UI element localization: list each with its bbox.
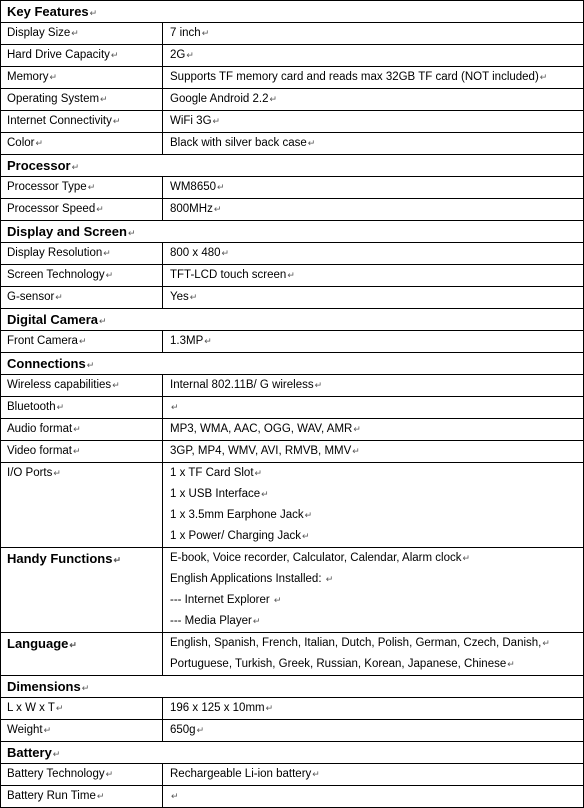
spec-label-text: Battery Run Time — [7, 790, 96, 802]
spec-row-operating-system — [1, 88, 583, 110]
paragraph-mark-icon: ↵ — [81, 683, 90, 693]
paragraph-mark-icon: ↵ — [539, 72, 548, 82]
paragraph-mark-icon: ↵ — [325, 574, 334, 584]
paragraph-mark-icon: ↵ — [353, 424, 361, 434]
spec-label-text: Audio format — [7, 423, 73, 435]
spec-value-line — [170, 133, 583, 154]
spec-label — [1, 720, 163, 741]
spec-label-text: Wireless capabilities — [7, 379, 112, 391]
spec-value — [163, 23, 583, 44]
spec-value-text: 1 x USB Interface — [170, 488, 261, 500]
spec-value-text: WiFi 3G — [170, 115, 212, 127]
spec-value-text: 650g — [170, 724, 196, 736]
paragraph-mark-icon: ↵ — [212, 116, 221, 126]
paragraph-mark-icon: ↵ — [265, 703, 274, 713]
spec-value — [163, 67, 583, 88]
spec-value-text: 1 x Power/ Charging Jack — [170, 530, 302, 542]
spec-label-text: Screen Technology — [7, 269, 105, 281]
spec-value — [163, 243, 583, 264]
spec-value-line — [170, 45, 583, 66]
spec-value — [163, 698, 583, 719]
spec-value-line — [170, 786, 583, 807]
spec-row-handy-functions — [1, 547, 583, 632]
paragraph-mark-icon: ↵ — [542, 638, 550, 648]
spec-label — [1, 397, 163, 418]
spec-value-line — [170, 419, 583, 440]
spec-value-text: 1 x TF Card Slot — [170, 467, 254, 479]
spec-value-text: English Applications Installed: — [170, 573, 325, 585]
spec-value — [163, 287, 583, 308]
spec-label-text: Video format — [7, 445, 72, 457]
spec-value-line — [170, 548, 583, 569]
spec-row-battery-technology — [1, 763, 583, 785]
spec-value-text: 1 x 3.5mm Earphone Jack — [170, 509, 304, 521]
section-title — [1, 353, 583, 374]
spec-value — [163, 375, 583, 396]
paragraph-mark-icon: ↵ — [304, 510, 313, 520]
spec-label-text: Processor Type — [7, 181, 87, 193]
spec-label — [1, 633, 163, 675]
spec-value-text: 1.3MP — [170, 335, 204, 347]
spec-value-text: English, Spanish, French, Italian, Dutch, Polish, German, Czech, Danish, — [170, 637, 542, 649]
spec-value-text: TFT-LCD touch screen — [170, 269, 287, 281]
spec-label-line — [7, 67, 162, 88]
spec-value — [163, 397, 583, 418]
spec-row-language — [1, 632, 583, 675]
section-title — [1, 221, 583, 242]
spec-row-display-resolution — [1, 242, 583, 264]
spec-label — [1, 243, 163, 264]
spec-value-line — [170, 611, 583, 632]
spec-value-line — [170, 505, 583, 526]
paragraph-mark-icon: ↵ — [105, 769, 114, 779]
paragraph-mark-icon: ↵ — [221, 248, 230, 258]
spec-label-line — [7, 463, 162, 484]
spec-value-text: Portuguese, Turkish, Greek, Russian, Korean, Japanese, Chinese — [170, 658, 507, 670]
spec-label — [1, 331, 163, 352]
spec-label-line — [7, 698, 162, 719]
spec-label-line — [7, 375, 162, 396]
spec-value — [163, 199, 583, 220]
paragraph-mark-icon: ↵ — [73, 424, 81, 434]
spec-label-text: Front Camera — [7, 335, 78, 347]
spec-label — [1, 199, 163, 220]
spec-value-text: Rechargeable Li-ion battery — [170, 768, 312, 780]
spec-value-line — [170, 569, 583, 590]
section-title-text: Connections — [7, 356, 86, 371]
spec-label — [1, 67, 163, 88]
paragraph-mark-icon: ↵ — [87, 182, 96, 192]
spec-row-l-x-w-x-t — [1, 697, 583, 719]
spec-value-text: 2G — [170, 49, 186, 61]
paragraph-mark-icon: ↵ — [261, 489, 269, 499]
spec-row-i-o-ports — [1, 462, 583, 547]
spec-value — [163, 111, 583, 132]
spec-value-line — [170, 463, 583, 484]
section-header-row — [1, 675, 583, 697]
spec-row-internet-connectivity — [1, 110, 583, 132]
spec-value-line — [170, 111, 583, 132]
spec-value — [163, 331, 583, 352]
spec-value-line — [170, 287, 583, 308]
section-title-text: Dimensions — [7, 679, 81, 694]
spec-label-text: Color — [7, 137, 35, 149]
spec-label-line — [7, 265, 162, 286]
paragraph-mark-icon: ↵ — [273, 595, 282, 605]
paragraph-mark-icon: ↵ — [73, 446, 81, 456]
paragraph-mark-icon: ↵ — [171, 791, 179, 801]
paragraph-mark-icon: ↵ — [352, 446, 360, 456]
spec-label — [1, 265, 163, 286]
paragraph-mark-icon: ↵ — [110, 50, 119, 60]
spec-value — [163, 764, 583, 785]
spec-label-text: I/O Ports — [7, 467, 53, 479]
paragraph-mark-icon: ↵ — [55, 703, 64, 713]
spec-label-text: Display Size — [7, 27, 71, 39]
spec-row-color — [1, 132, 583, 154]
spec-value — [163, 133, 583, 154]
spec-value-text: MP3, WMA, AAC, OGG, WAV, AMR — [170, 423, 353, 435]
paragraph-mark-icon: ↵ — [112, 116, 121, 126]
spec-label — [1, 419, 163, 440]
spec-value-line — [170, 177, 583, 198]
spec-value — [163, 89, 583, 110]
spec-value-text: 800 x 480 — [170, 247, 221, 259]
paragraph-mark-icon: ↵ — [302, 531, 310, 541]
spec-value-line — [170, 526, 583, 547]
spec-value-text: E-book, Voice recorder, Calculator, Calendar, Alarm clock — [170, 552, 462, 564]
spec-value-line — [170, 698, 583, 719]
spec-label-line — [7, 287, 162, 308]
spec-row-memory — [1, 66, 583, 88]
paragraph-mark-icon: ↵ — [89, 8, 98, 18]
spec-value — [163, 419, 583, 440]
section-title — [1, 676, 583, 697]
section-title — [1, 742, 583, 763]
spec-value-text: 3GP, MP4, WMV, AVI, RMVB, MMV — [170, 445, 352, 457]
spec-label — [1, 287, 163, 308]
spec-value-line — [170, 654, 583, 675]
paragraph-mark-icon: ↵ — [105, 270, 114, 280]
paragraph-mark-icon: ↵ — [52, 749, 61, 759]
spec-label-text: Internet Connectivity — [7, 115, 112, 127]
spec-label — [1, 764, 163, 785]
spec-value-text: 7 inch — [170, 27, 201, 39]
spec-label — [1, 133, 163, 154]
spec-label — [1, 89, 163, 110]
spec-label — [1, 548, 163, 632]
paragraph-mark-icon: ↵ — [55, 292, 63, 302]
section-header-row — [1, 741, 583, 763]
paragraph-mark-icon: ↵ — [112, 380, 120, 390]
spec-label-text: Display Resolution — [7, 247, 103, 259]
spec-value-text: Yes — [170, 291, 189, 303]
spec-label-line — [7, 199, 162, 220]
section-title-text: Key Features — [7, 4, 89, 19]
spec-value-text: Black with silver back case — [170, 137, 307, 149]
paragraph-mark-icon: ↵ — [312, 769, 320, 779]
paragraph-mark-icon: ↵ — [189, 292, 198, 302]
spec-value-line — [170, 265, 583, 286]
spec-value-line — [170, 484, 583, 505]
spec-value-line — [170, 331, 583, 352]
spec-row-screen-technology — [1, 264, 583, 286]
section-header-row — [1, 154, 583, 176]
paragraph-mark-icon: ↵ — [86, 360, 95, 370]
spec-value-line — [170, 397, 583, 418]
spec-value-line — [170, 23, 583, 44]
paragraph-mark-icon: ↵ — [56, 402, 65, 412]
spec-row-hard-drive-capacity — [1, 44, 583, 66]
spec-row-processor-type — [1, 176, 583, 198]
paragraph-mark-icon: ↵ — [78, 336, 87, 346]
spec-value — [163, 786, 583, 807]
paragraph-mark-icon: ↵ — [507, 659, 515, 669]
section-title-text: Digital Camera — [7, 312, 99, 327]
spec-value — [163, 633, 583, 675]
paragraph-mark-icon: ↵ — [204, 336, 212, 346]
paragraph-mark-icon: ↵ — [49, 72, 58, 82]
spec-value-text: --- Internet Explorer — [170, 594, 273, 606]
spec-value-line — [170, 441, 583, 462]
paragraph-mark-icon: ↵ — [69, 640, 77, 650]
spec-row-video-format — [1, 440, 583, 462]
paragraph-mark-icon: ↵ — [254, 468, 263, 478]
section-title-text: Processor — [7, 158, 71, 173]
paragraph-mark-icon: ↵ — [213, 204, 222, 214]
section-title — [1, 1, 583, 22]
spec-label-text: L x W x T — [7, 702, 55, 714]
spec-label-line — [7, 548, 162, 569]
paragraph-mark-icon: ↵ — [287, 270, 295, 280]
spec-label-text: G-sensor — [7, 291, 55, 303]
spec-label-text: Battery Technology — [7, 768, 105, 780]
paragraph-mark-icon: ↵ — [196, 725, 205, 735]
spec-label-line — [7, 397, 162, 418]
paragraph-mark-icon: ↵ — [103, 248, 111, 258]
spec-label-line — [7, 441, 162, 462]
section-title — [1, 309, 583, 330]
section-title — [1, 155, 583, 176]
spec-row-front-camera — [1, 330, 583, 352]
paragraph-mark-icon: ↵ — [314, 380, 323, 390]
paragraph-mark-icon: ↵ — [462, 553, 471, 563]
spec-value-line — [170, 375, 583, 396]
paragraph-mark-icon: ↵ — [201, 28, 210, 38]
spec-label-line — [7, 419, 162, 440]
paragraph-mark-icon: ↵ — [53, 468, 61, 478]
spec-value-line — [170, 67, 583, 88]
spec-label-line — [7, 111, 162, 132]
spec-label-text: Language — [7, 636, 69, 651]
spec-row-wireless-capabilities — [1, 374, 583, 396]
paragraph-mark-icon: ↵ — [171, 402, 179, 412]
spec-label-line — [7, 23, 162, 44]
paragraph-mark-icon: ↵ — [113, 555, 121, 565]
spec-label-text: Bluetooth — [7, 401, 56, 413]
section-header-row — [1, 220, 583, 242]
spec-value-text: Google Android 2.2 — [170, 93, 269, 105]
spec-label-line — [7, 764, 162, 785]
paragraph-mark-icon: ↵ — [100, 94, 108, 104]
paragraph-mark-icon: ↵ — [96, 791, 105, 801]
paragraph-mark-icon: ↵ — [186, 50, 194, 60]
spec-value — [163, 45, 583, 66]
spec-label — [1, 375, 163, 396]
spec-label — [1, 441, 163, 462]
spec-label — [1, 23, 163, 44]
paragraph-mark-icon: ↵ — [99, 316, 107, 326]
spec-label-text: Hard Drive Capacity — [7, 49, 110, 61]
spec-row-display-size — [1, 22, 583, 44]
spec-label-text: Memory — [7, 71, 49, 83]
section-header-row — [1, 308, 583, 330]
spec-row-audio-format — [1, 418, 583, 440]
spec-value-text: Internal 802.11B/ G wireless — [170, 379, 314, 391]
spec-label-line — [7, 243, 162, 264]
spec-label-line — [7, 177, 162, 198]
spec-label — [1, 177, 163, 198]
spec-value-line — [170, 720, 583, 741]
spec-value-text: Supports TF memory card and reads max 32GB TF card (NOT included) — [170, 71, 539, 83]
spec-value-line — [170, 764, 583, 785]
spec-row-g-sensor — [1, 286, 583, 308]
spec-row-bluetooth — [1, 396, 583, 418]
spec-label-line — [7, 89, 162, 110]
spec-label-text: Handy Functions — [7, 551, 113, 566]
spec-label-line — [7, 133, 162, 154]
section-header-row — [1, 352, 583, 374]
spec-label-text: Weight — [7, 724, 43, 736]
spec-label — [1, 698, 163, 719]
spec-row-weight — [1, 719, 583, 741]
spec-value-line — [170, 243, 583, 264]
spec-value-text: 800MHz — [170, 203, 213, 215]
spec-label-line — [7, 45, 162, 66]
paragraph-mark-icon: ↵ — [35, 138, 44, 148]
paragraph-mark-icon: ↵ — [217, 182, 225, 192]
spec-label — [1, 463, 163, 547]
paragraph-mark-icon: ↵ — [252, 616, 261, 626]
spec-value — [163, 177, 583, 198]
section-title-text: Battery — [7, 745, 52, 760]
spec-value-text: 196 x 125 x 10mm — [170, 702, 265, 714]
spec-label-text: Operating System — [7, 93, 100, 105]
spec-value-text: --- Media Player — [170, 615, 252, 627]
paragraph-mark-icon: ↵ — [127, 228, 136, 238]
paragraph-mark-icon: ↵ — [71, 162, 80, 172]
spec-label — [1, 111, 163, 132]
spec-row-battery-run-time — [1, 785, 583, 807]
spec-label-line — [7, 786, 162, 807]
spec-value-text: WM8650 — [170, 181, 217, 193]
spec-value — [163, 720, 583, 741]
spec-label — [1, 45, 163, 66]
paragraph-mark-icon: ↵ — [96, 204, 104, 214]
spec-value — [163, 265, 583, 286]
spec-value — [163, 548, 583, 632]
spec-label — [1, 786, 163, 807]
paragraph-mark-icon: ↵ — [43, 725, 52, 735]
spec-label-text: Processor Speed — [7, 203, 96, 215]
paragraph-mark-icon: ↵ — [71, 28, 79, 38]
spec-value-line — [170, 199, 583, 220]
spec-label-line — [7, 331, 162, 352]
section-header-row — [1, 1, 583, 22]
spec-row-processor-speed — [1, 198, 583, 220]
spec-value-line — [170, 590, 583, 611]
section-title-text: Display and Screen — [7, 224, 127, 239]
spec-value-line — [170, 89, 583, 110]
spec-value-line — [170, 633, 583, 654]
paragraph-mark-icon: ↵ — [269, 94, 278, 104]
spec-label-line — [7, 633, 162, 654]
spec-label-line — [7, 720, 162, 741]
spec-value — [163, 463, 583, 547]
spec-value — [163, 441, 583, 462]
paragraph-mark-icon: ↵ — [307, 138, 316, 148]
